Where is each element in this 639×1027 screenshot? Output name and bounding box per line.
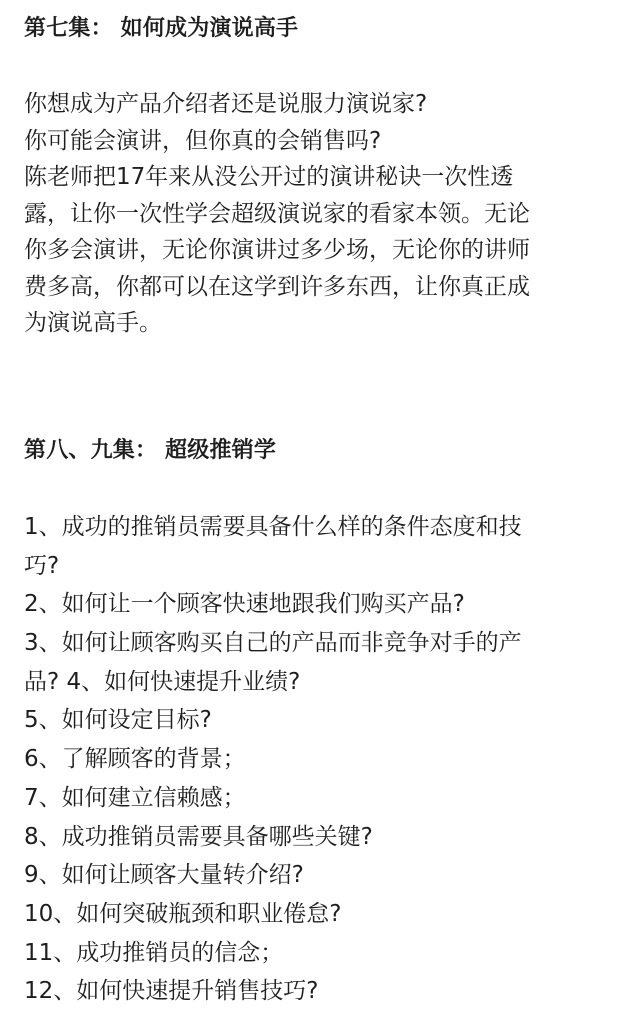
paragraph-line: 陈老师把17年来从没公开过的演讲秘诀一次性透 <box>24 164 514 190</box>
section-7-paragraph <box>24 86 614 342</box>
paragraph-line: 为演说高手。 <box>24 310 162 336</box>
paragraph-line: 你多会演讲，无论你演讲过多少场，无论你的讲师 <box>24 237 530 263</box>
paragraph-line: 你想成为产品介绍者还是说服力演说家? <box>24 91 428 117</box>
list-item: 10、如何突破瓶颈和职业倦怠? <box>24 900 342 927</box>
paragraph-line: 费多高，你都可以在这学到许多东西，让你真正成 <box>24 273 530 300</box>
paragraph-line: 露，让你一次性学会超级演说家的看家本领。无论 <box>24 200 530 227</box>
list-item: 5、如何设定目标? <box>24 707 212 734</box>
list-item: 6、了解顾客的背景； <box>24 746 246 773</box>
list-item: 7、如何建立信赖感； <box>24 784 246 811</box>
list-item: 2、如何让一个顾客快速地跟我们购买产品? <box>24 591 465 618</box>
paragraph-line: 你可能会演讲，但你真的会销售吗? <box>24 127 382 154</box>
list-item: 品? 4、如何快速提升业绩? <box>24 668 301 695</box>
section-7-heading: 第七集： 如何成为演说高手 <box>24 16 299 41</box>
list-item: 11、成功推销员的信念； <box>24 939 284 966</box>
list-item: 1、成功的推销员需要具备什么样的条件态度和技 <box>24 514 522 540</box>
list-item: 9、如何让顾客大量转介绍? <box>24 862 304 889</box>
list-item: 8、成功推销员需要具备哪些关键? <box>24 823 373 850</box>
list-item: 巧? <box>24 552 60 579</box>
section-8-9-heading: 第八、九集： 超级推销学 <box>24 438 277 463</box>
list-item: 3、如何让顾客购买自己的产品而非竞争对手的产 <box>24 630 522 657</box>
list-item: 12、如何快速提升销售技巧? <box>24 978 319 1005</box>
section-8-9-list <box>24 508 624 1011</box>
